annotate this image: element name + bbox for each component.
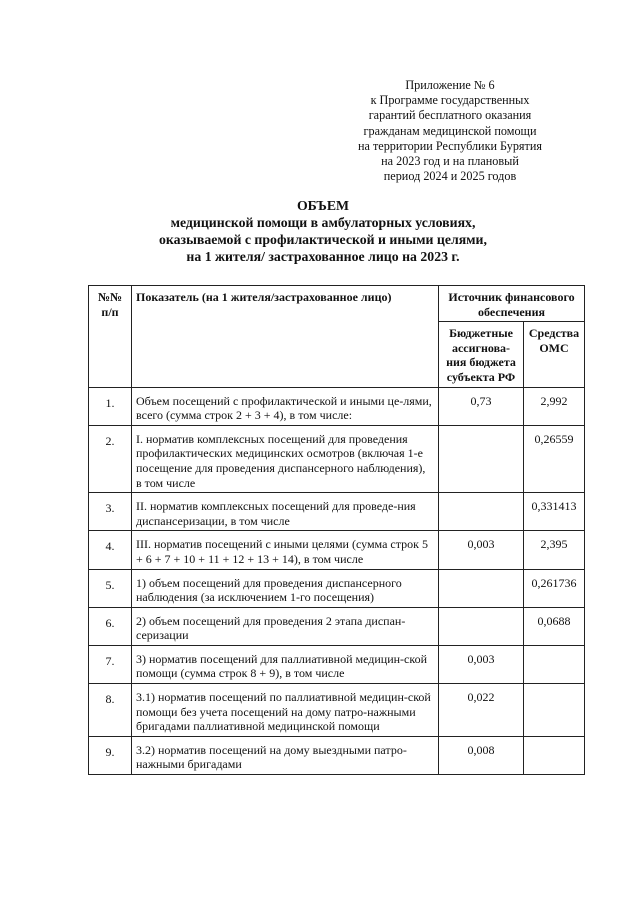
row-number: 5. [89, 569, 132, 607]
row-budget-value [439, 569, 524, 607]
annex-line: на территории Республики Бурятия [358, 138, 542, 153]
row-number: 2. [89, 425, 132, 492]
table-row [89, 531, 585, 569]
row-oms-value: 2,992 [524, 387, 585, 425]
row-oms-value: 0,26559 [524, 425, 585, 492]
row-indicator: 3.2) норматив посещений на дому выездными патро-нажными бригадами [132, 736, 439, 774]
row-budget-value: 0,003 [439, 645, 524, 683]
row-number: 1. [89, 387, 132, 425]
row-indicator: III. норматив посещений с иными целями (сумма строк 5 + 6 + 7 + 10 + 11 + 12 + 13 + 14), в том числе [132, 531, 439, 569]
row-indicator: I. норматив комплексных посещений для проведения профилактических медицинских осмотров (включая 1-е посещение для проведения диспансерного наблюдения), в том числе [132, 425, 439, 492]
title-line: оказываемой с профилактической и иными целями, [159, 232, 487, 247]
row-oms-value [524, 736, 585, 774]
title-line: медицинской помощи в амбулаторных условиях, [170, 215, 476, 230]
row-number: 4. [89, 531, 132, 569]
row-indicator: 1) объем посещений для проведения диспансерного наблюдения (за исключением 1-го посещения) [132, 569, 439, 607]
table-header-row [89, 286, 585, 322]
table-row [89, 684, 585, 737]
annex-line: на 2023 год и на плановый [381, 154, 519, 169]
row-budget-value [439, 425, 524, 492]
volume-table [88, 285, 585, 775]
header-source: Источник финансового обеспечения [439, 286, 585, 322]
row-number: 9. [89, 736, 132, 774]
row-oms-value: 2,395 [524, 531, 585, 569]
table-row [89, 736, 585, 774]
annex-line: гарантий бесплатного оказания [368, 108, 532, 123]
document-title [88, 197, 558, 265]
row-number: 6. [89, 607, 132, 645]
row-number: 3. [89, 493, 132, 531]
row-oms-value [524, 645, 585, 683]
table-row [89, 607, 585, 645]
row-oms-value [524, 684, 585, 737]
row-oms-value: 0,331413 [524, 493, 585, 531]
row-budget-value [439, 607, 524, 645]
row-budget-value: 0,003 [439, 531, 524, 569]
row-budget-value: 0,022 [439, 684, 524, 737]
annex-heading [330, 78, 570, 184]
row-oms-value: 0,261736 [524, 569, 585, 607]
row-indicator: Объем посещений с профилактической и иными це-лями, всего (сумма строк 2 + 3 + 4), в том числе: [132, 387, 439, 425]
header-indicator: Показатель (на 1 жителя/застрахованное лицо) [132, 286, 439, 388]
row-indicator: II. норматив комплексных посещений для проведе-ния диспансеризации, в том числе [132, 493, 439, 531]
row-budget-value: 0,73 [439, 387, 524, 425]
row-number: 8. [89, 684, 132, 737]
title-line: на 1 жителя/ застрахованное лицо на 2023 г. [186, 249, 460, 264]
title-line: ОБЪЕМ [296, 198, 350, 213]
annex-line: период 2024 и 2025 годов [383, 169, 517, 184]
header-budget: Бюджетные ассигнова-ния бюджета субъекта РФ [439, 322, 524, 387]
table-row [89, 387, 585, 425]
table-row [89, 569, 585, 607]
annex-line: Приложение № 6 [405, 78, 495, 92]
row-indicator: 2) объем посещений для проведения 2 этапа диспан-серизации [132, 607, 439, 645]
table-row [89, 493, 585, 531]
annex-line: гражданам медицинской помощи [363, 123, 537, 138]
row-indicator: 3.1) норматив посещений по паллиативной медицин-ской помощи без учета посещений на дому патро-нажными бригадами паллиативной медицинской помощи [132, 684, 439, 737]
row-oms-value: 0,0688 [524, 607, 585, 645]
table-row [89, 425, 585, 492]
table-row [89, 645, 585, 683]
header-oms: Средства ОМС [524, 322, 585, 387]
row-budget-value: 0,008 [439, 736, 524, 774]
annex-line: к Программе государственных [370, 93, 530, 108]
row-budget-value [439, 493, 524, 531]
row-number: 7. [89, 645, 132, 683]
header-num: №№ п/п [89, 286, 132, 388]
row-indicator: 3) норматив посещений для паллиативной медицин-ской помощи (сумма строк 8 + 9), в том числе [132, 645, 439, 683]
